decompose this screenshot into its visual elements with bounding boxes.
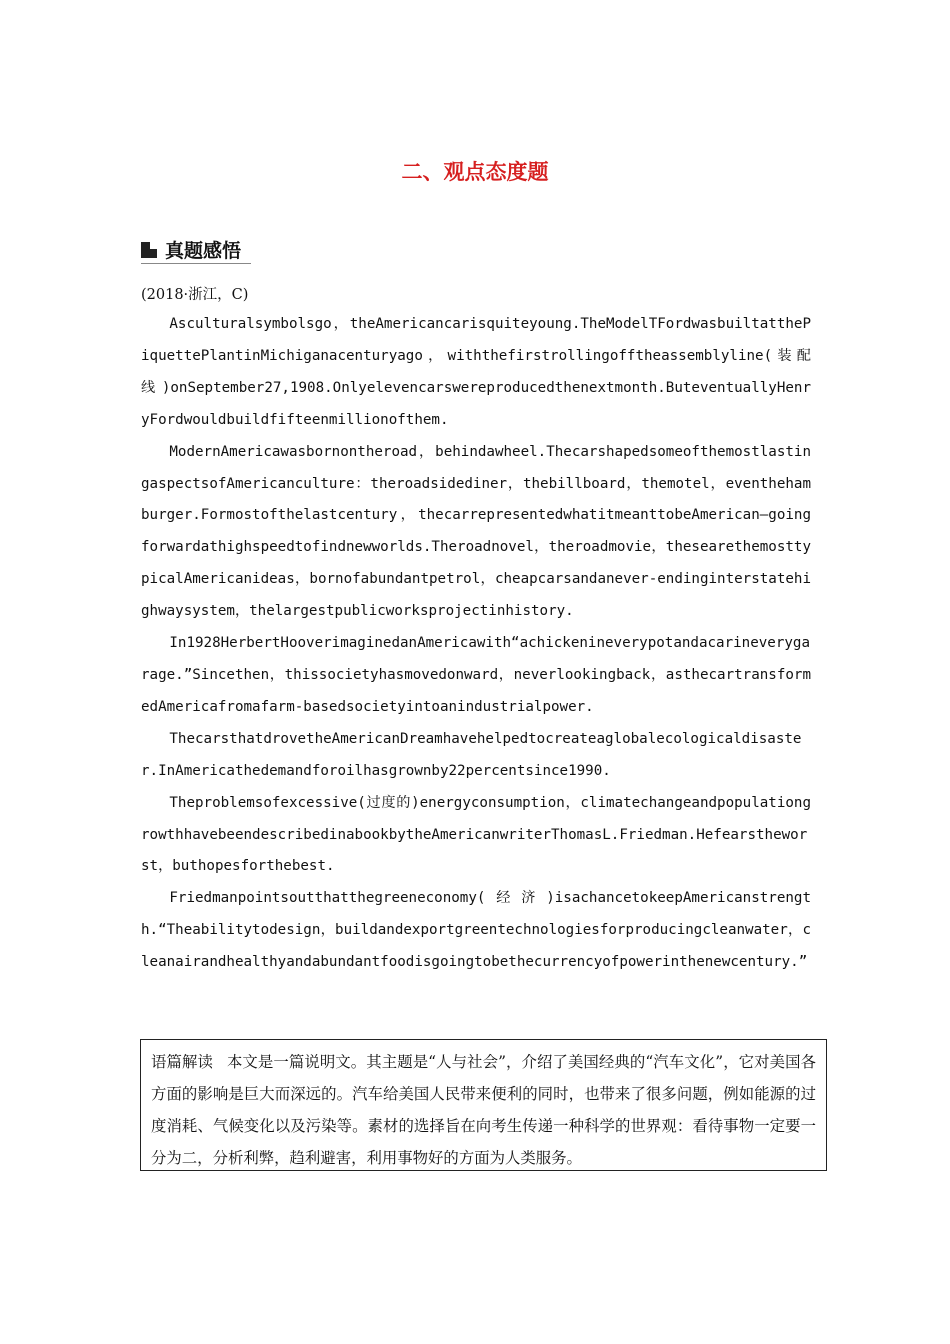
square-bullet-icon [141,242,157,258]
page-title: 二、观点态度题 [401,160,549,184]
paragraph: ThecarsthatdrovetheAmericanDreamhavehelpedtocreateaglobalecologicaldisaster.InAmericathedemandforoilhasgrownby22percentsince1990. [141,730,802,779]
section-heading [141,235,251,264]
summary-text: 本文是一篇说明文。其主题是“人与社会”，介绍了美国经典的“汽车文化”，它对美国各方面的影响是巨大而深远的。汽车给美国人民带来便利的同时，也带来了很多问题，例如能源的过度消耗、气候变化以及污染等。素材的选择旨在向考生传递一种科学的世界观：看待事物一定要一分为二，分析利弊，趋利避害，利用事物好的方面为人类服务。 [151,1053,816,1167]
paragraph: Asculturalsymbolsgo，theAmericancarisquiteyoung.TheModelTFordwasbuiltatthePiquettePlantinMichiganacenturyago，withthefirstrollingofftheassemblyline(装配线)onSeptember27,1908.Onlyelevencarswereproducedthenextmonth.ButeventuallyHenryFordwouldbuildfifteenmillionofthem. [141,316,811,428]
passage-summary-box [140,1039,827,1171]
paragraph: Friedmanpointsoutthatthegreeneconomy(经济)isachancetokeepAmericanstrength.“Theabilitytodesign，buildandexportgreentechnologiesforproducingcleanwater，cleanairandhealthyandabundantfoodisgoingtobethecurrencyofpowerinthenewcentury.” [141,890,811,971]
passage [141,309,811,979]
paragraph: In1928HerbertHooverimaginedanAmericawith“achickenineverypotandacarineverygarage.”Sincethen，thissocietyhasmovedonward，neverlookingback，asthecartransformedAmericafromafarm-basedsocietyintoanindustrialpower. [141,635,811,715]
summary-tag: 语篇解读 [151,1053,213,1071]
section-heading-label: 真题感悟 [165,240,242,262]
question-source: (2018·浙江，C) [141,287,249,303]
paragraph: ModernAmericawasbornontheroad，behindawheel.ThecarshapedsomeofthemostlastingaspectsofAmericanculture：theroadsidediner，thebillboard，themotel，eventhehamburger.Formostofthelastcentury，thecarrepresentedwhatitmeanttobeAmerican—goingforwardathighspeedtofindnewworlds.Theroadnovel，theroadmovie，thesearethemosttypicalAmericanideas，bornofabundantpetrol，cheapcarsandanever-endinginterstatehighwaysystem，thelargestpublicworksprojectinhistory. [141,443,811,620]
paragraph: Theproblemsofexcessive(过度的)energyconsumption，climatechangeandpopulationgrowthhavebeendescribedinabookbytheAmericanwriterThomasL.Friedman.Hefearstheworst，buthopesforthebest. [141,794,811,875]
